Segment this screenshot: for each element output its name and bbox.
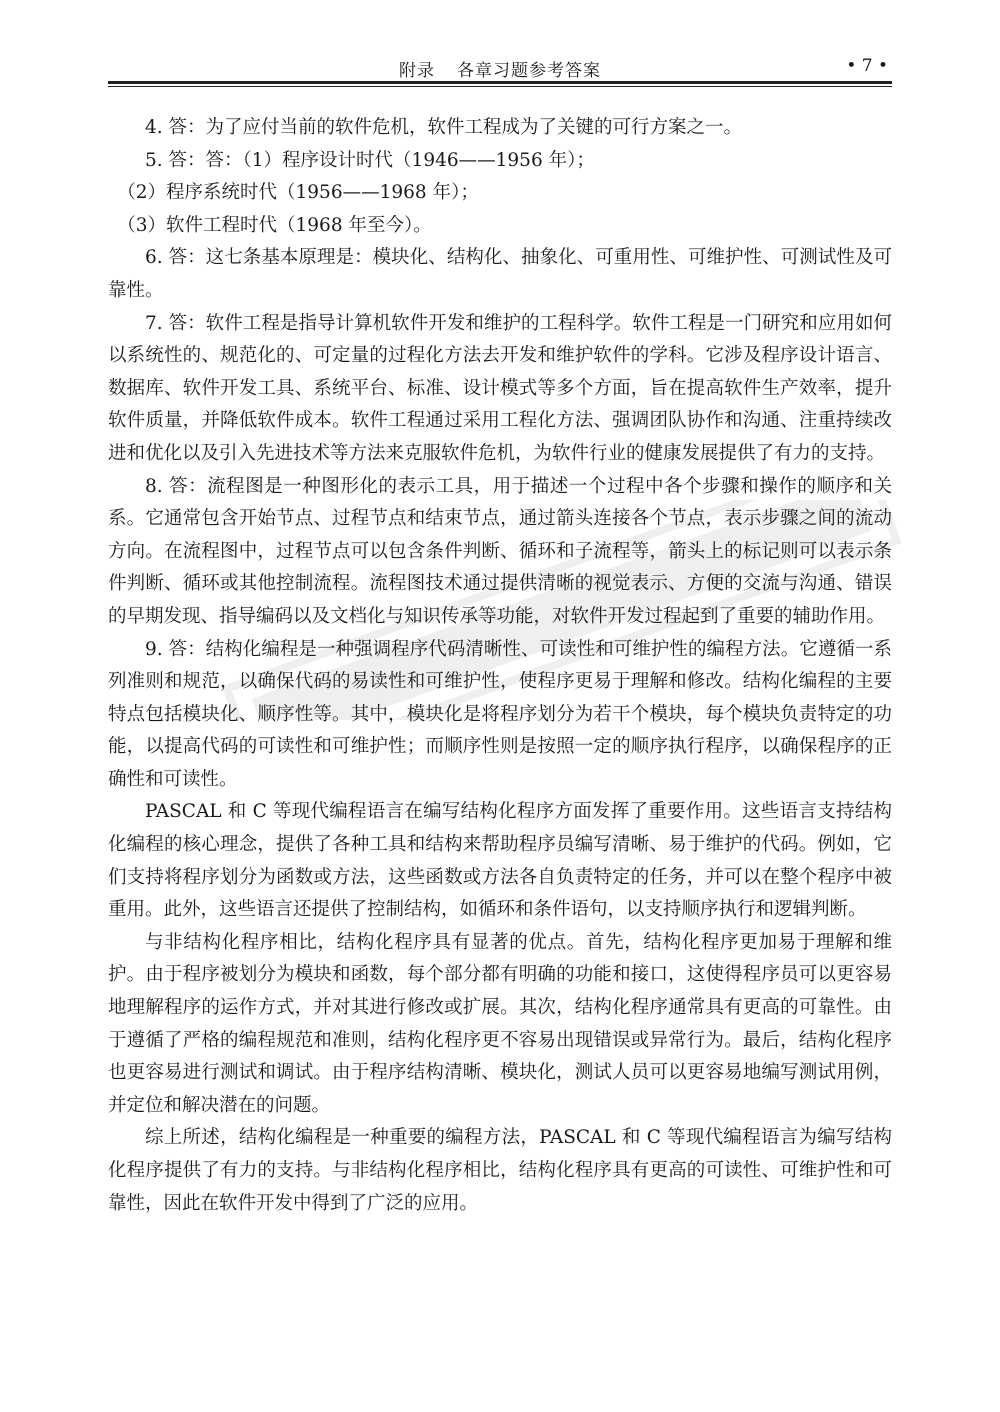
answer-9-summary: 综上所述，结构化编程是一种重要的编程方法，PASCAL 和 C 等现代编程语言为编写结构化程序提供了有力的支持。与非结构化程序相比，结构化程序具有更高的可读性、可维护性和可靠性，因此在软件开发中得到了广泛的应用。 xyxy=(108,1127,892,1214)
answer-5-item-3: （3）软件工程时代（1968 年至今）。 xyxy=(117,214,432,236)
answer-5: 5. 答：答：（1）程序设计时代（1946——1956 年）； xyxy=(145,149,595,171)
answer-9-languages: PASCAL 和 C 等现代编程语言在编写结构化程序方面发挥了重要作用。这些语言支持结构化编程的核心理念，提供了各种工具和结构来帮助程序员编写清晰、易于维护的代码。例如，它们支持将程序划分为函数或方法，这些函数或方法各自负责特定的任务，并可以在整个程序中被重用。此外，这些语言还提供了控制结构，如循环和条件语句，以支持顺序执行和逻辑判断。 xyxy=(108,801,892,921)
answer-9-comparison: 与非结构化程序相比，结构化程序具有显著的优点。首先，结构化程序更加易于理解和维护。由于程序被划分为模块和函数，每个部分都有明确的功能和接口，这使得程序员可以更容易地理解程序的运作方式，并对其进行修改或扩展。其次，结构化程序通常具有更高的可靠性。由于遵循了严格的编程规范和准则，结构化程序更不容易出现错误或异常行为。最后，结构化程序也更容易进行测试和调试。由于程序结构清晰、模块化，测试人员可以更容易地编写测试用例，并定位和解决潜在的问题。 xyxy=(108,931,892,1116)
page-number: • 7 • xyxy=(846,56,888,76)
header-section: 附录 xyxy=(399,61,435,81)
answer-6: 6. 答：这七条基本原理是：模块化、结构化、抽象化、可重用性、可维护性、可测试性及可靠性。 xyxy=(108,247,892,301)
header-chapter-title: 各章习题参考答案 xyxy=(457,61,601,81)
header-rule-thin xyxy=(108,86,892,87)
answer-8: 8. 答：流程图是一种图形化的表示工具，用于描述一个过程中各个步骤和操作的顺序和关系。它通常包含开始节点、过程节点和结束节点，通过箭头连接各个节点，表示步骤之间的流动方向。在流程图中，过程节点可以包含条件判断、循环和子流程等，箭头上的标记则可以表示条件判断、循环或其他控制流程。流程图技术通过提供清晰的视觉表示、方便的交流与沟通、错误的早期发现、指导编码以及文档化与知识传承等功能，对软件开发过程起到了重要的辅助作用。 xyxy=(108,475,892,627)
answer-9: 9. 答：结构化编程是一种强调程序代码清晰性、可读性和可维护性的编程方法。它遵循一系列准则和规范，以确保代码的易读性和可维护性，使程序更易于理解和修改。结构化编程的主要特点包括模块化、顺序性等。其中，模块化是将程序划分为若干个模块，每个模块负责特定的功能，以提高代码的可读性和可维护性；而顺序性则是按照一定的顺序执行程序，以确保程序的正确性和可读性。 xyxy=(108,638,892,790)
running-header xyxy=(108,54,892,80)
answer-body xyxy=(108,112,892,1220)
answer-5-item-2: （2）程序系统时代（1956——1968 年）； xyxy=(117,182,479,204)
header-title xyxy=(108,56,892,81)
answer-7: 7. 答：软件工程是指导计算机软件开发和维护的工程科学。软件工程是一门研究和应用如何以系统性的、规范化的、可定量的过程化方法去开发和维护软件的学科。它涉及程序设计语言、数据库、软件开发工具、系统平台、标准、设计模式等多个方面，旨在提高软件生产效率，提升软件质量，并降低软件成本。软件工程通过采用工程化方法、强调团队协作和沟通、注重持续改进和优化以及引入先进技术等方法来克服软件危机，为软件行业的健康发展提供了有力的支持。 xyxy=(108,312,892,464)
header-rule-thick xyxy=(108,81,892,84)
answer-4: 4. 答：为了应付当前的软件危机，软件工程成为了关键的可行方案之一。 xyxy=(145,117,743,138)
